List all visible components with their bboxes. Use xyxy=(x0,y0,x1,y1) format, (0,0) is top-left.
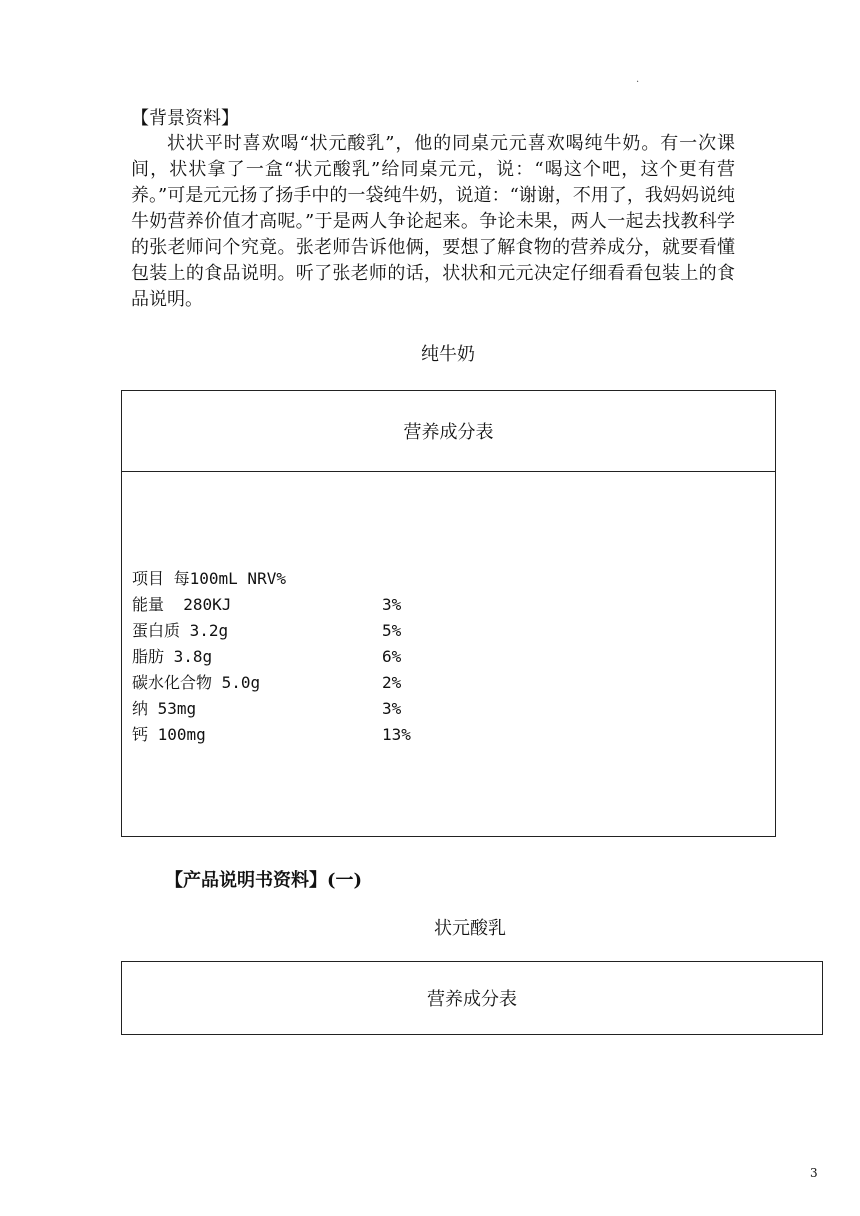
milk-product-name: 纯牛奶 xyxy=(421,344,475,365)
background-title: 【背景资料】 xyxy=(131,108,239,129)
page-number: 3 xyxy=(810,1166,818,1180)
nutrition-item: 碳水化合物 5.0g xyxy=(132,673,261,692)
nutrition-nrv: 13% xyxy=(382,725,411,744)
background-paragraph-block xyxy=(131,131,735,313)
yogurt-product-name: 状元酸乳 xyxy=(434,918,506,939)
nutrition-header: 项目 每100mL NRV% xyxy=(132,569,286,588)
nutrition-row xyxy=(132,592,462,618)
nutrition-row xyxy=(132,618,462,644)
nutrition-row xyxy=(132,644,462,670)
background-paragraph: 状状平时喜欢喝“状元酸乳”，他的同桌元元喜欢喝纯牛奶。有一次课间，状状拿了一盒“状元酸乳”给同桌元元，说：“喝这个吧，这个更有营养。”可是元元扬了扬手中的一袋纯牛奶，说道：“谢谢，不用了，我妈妈说纯牛奶营养价值才高呢。”于是两人争论起来。争论未果，两人一起去找教科学的张老师问个究竟。张老师告诉他俩，要想了解食物的营养成分，就要看懂包装上的食品说明。听了张老师的话，状状和元元决定仔细看看包装上的食品说明。 xyxy=(131,133,735,310)
nutrition-nrv: 3% xyxy=(382,595,402,614)
nutrition-nrv: 3% xyxy=(382,699,402,718)
nutrition-item: 纳 53mg xyxy=(132,699,197,718)
yogurt-nutrition-table xyxy=(121,961,823,1035)
nutrition-item: 能量 280KJ xyxy=(132,595,232,614)
top-mark: . xyxy=(636,74,640,85)
nutrition-item: 脂肪 3.8g xyxy=(132,647,213,666)
milk-table-title: 营养成分表 xyxy=(122,391,775,472)
nutrition-header-row xyxy=(132,566,462,592)
nutrition-row xyxy=(132,722,462,748)
nutrition-item: 蛋白质 3.2g xyxy=(132,621,229,640)
nutrition-row xyxy=(132,696,462,722)
nutrition-nrv: 6% xyxy=(382,647,402,666)
product-section-title: 【产品说明书资料】(一) xyxy=(165,870,363,891)
milk-nutrition-list xyxy=(132,566,462,748)
nutrition-nrv: 2% xyxy=(382,673,402,692)
milk-nutrition-table xyxy=(121,390,776,837)
nutrition-nrv: 5% xyxy=(382,621,402,640)
yogurt-table-title: 营养成分表 xyxy=(427,989,517,1010)
nutrition-item: 钙 100mg xyxy=(132,725,206,744)
nutrition-row xyxy=(132,670,462,696)
